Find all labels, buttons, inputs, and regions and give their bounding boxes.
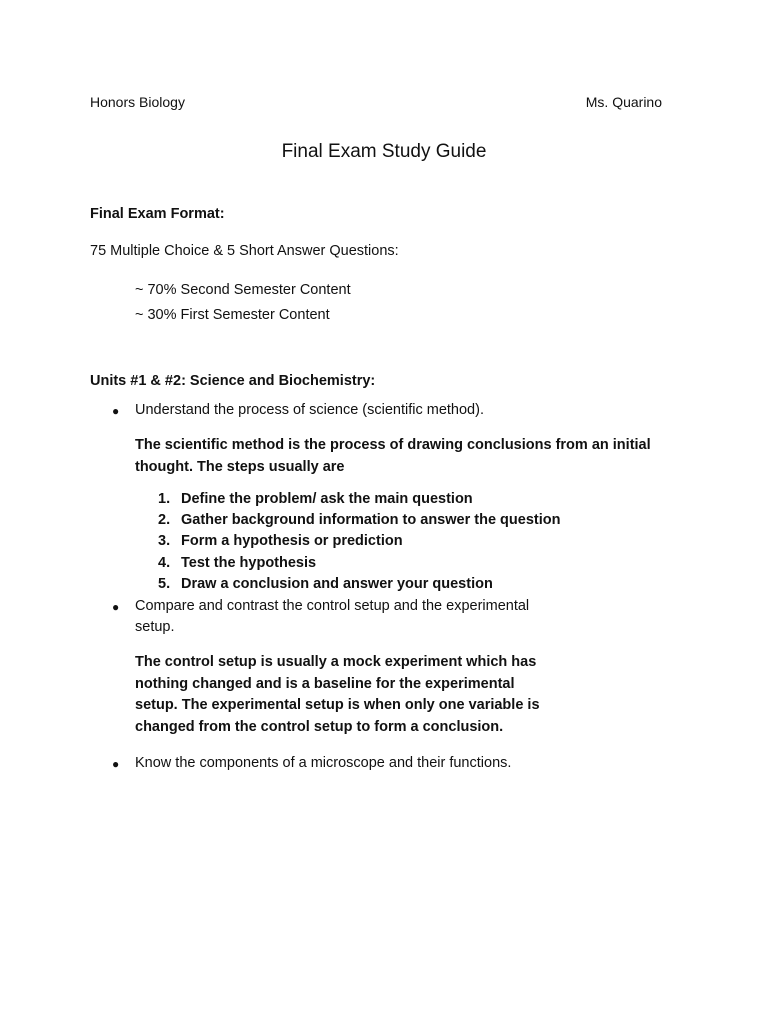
step-item <box>158 553 560 574</box>
step-item <box>158 574 560 595</box>
step-text: Define the problem/ ask the main question <box>181 491 473 507</box>
course-name: Honors Biology <box>90 94 185 110</box>
document-header <box>90 93 662 111</box>
step-text: Form a hypothesis or prediction <box>181 533 403 550</box>
answer-line: The control setup is usually a mock experiment which has <box>135 654 537 670</box>
answer-line: changed from the control setup to form a conclusion. <box>135 718 504 735</box>
answer-line: nothing changed and is a baseline for the experimental <box>135 675 515 692</box>
step-item <box>158 531 560 552</box>
prompt-line: setup. <box>135 619 175 635</box>
answer-line: The scientific method is the process of drawing conclusions from an initial <box>135 437 651 453</box>
bullet-icon: ● <box>112 757 120 771</box>
step-item <box>158 510 560 531</box>
step-number: 2. <box>158 512 171 529</box>
bullet-prompt-scientific-method: Understand the process of science (scientific method). <box>135 402 484 418</box>
step-number: 5. <box>158 575 171 592</box>
bullet-icon: ● <box>112 404 120 418</box>
step-number: 3. <box>158 533 171 550</box>
content-split-first-semester: ~ 30% First Semester Content <box>135 307 330 323</box>
answer-line: thought. The steps usually are <box>135 458 345 475</box>
content-split-list <box>135 278 351 328</box>
answer-control-setup <box>135 652 540 738</box>
teacher-name: Ms. Quarino <box>585 94 662 110</box>
bullet-prompt-control-setup <box>135 596 529 638</box>
step-item <box>158 489 560 510</box>
answer-scientific-method <box>135 435 651 478</box>
answer-line: setup. The experimental setup is when only one variable is <box>135 697 540 713</box>
step-number: 1. <box>158 491 171 507</box>
step-text: Draw a conclusion and answer your question <box>181 575 493 592</box>
scientific-method-steps <box>158 489 560 595</box>
step-number: 4. <box>158 554 171 571</box>
page-title: Final Exam Study Guide <box>281 141 487 162</box>
format-heading: Final Exam Format: <box>90 206 225 222</box>
content-split-second-semester: ~ 70% Second Semester Content <box>135 282 351 298</box>
bullet-prompt-microscope: Know the components of a microscope and their functions. <box>135 755 512 771</box>
unit-heading: Units #1 & #2: Science and Biochemistry: <box>90 373 376 389</box>
step-text: Test the hypothesis <box>181 554 317 571</box>
bullet-icon: ● <box>112 600 120 614</box>
step-text: Gather background information to answer the question <box>181 512 561 529</box>
format-description: 75 Multiple Choice & 5 Short Answer Questions: <box>90 243 399 259</box>
prompt-line: Compare and contrast the control setup and the experimental <box>135 598 530 614</box>
